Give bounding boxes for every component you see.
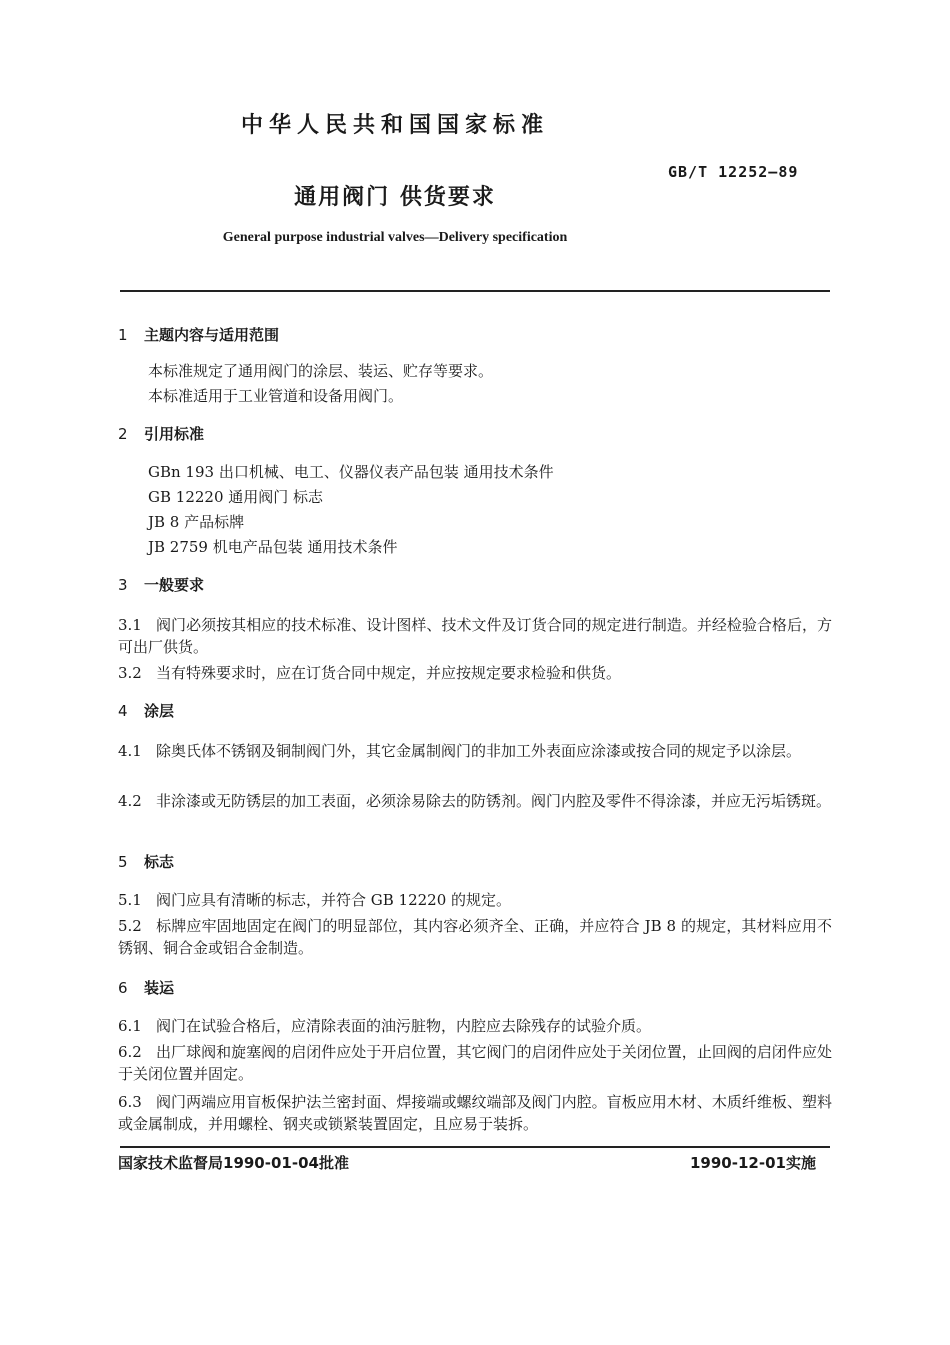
effective-date-line: 1990-12-01实施 <box>690 1154 816 1172</box>
clause-5-1 <box>118 889 832 911</box>
national-standard-header: 中华人民共和国国家标准 <box>240 113 549 138</box>
clause-number: 6.1 <box>118 1017 142 1035</box>
reference-item: GBn 193 出口机械、电工、仪器仪表产品包装 通用技术条件 <box>148 463 554 481</box>
clause-5-2 <box>118 915 832 959</box>
standard-code: GB/T 12252—89 <box>668 163 799 181</box>
clause-number: 6.3 <box>118 1093 142 1111</box>
section-title: 引用标准 <box>144 425 205 443</box>
reference-item: JB 2759 机电产品包装 通用技术条件 <box>148 538 398 556</box>
clause-text: 阀门两端应用盲板保护法兰密封面、焊接端或螺纹端部及阀门内腔。盲板应用木材、木质纤维板、塑料或金属制成，并用螺栓、钢夹或锁紧装置固定，且应易于装拆。 <box>118 1093 832 1133</box>
clause-number: 4.2 <box>118 792 142 810</box>
section-6-heading <box>118 977 174 998</box>
clause-6-3 <box>118 1091 832 1135</box>
clause-text: 阀门必须按其相应的技术标准、设计图样、技术文件及订货合同的规定进行制造。并经检验合格后，方可出厂供货。 <box>118 616 832 656</box>
clause-text: 阀门在试验合格后，应清除表面的油污脏物，内腔应去除残存的试验介质。 <box>156 1017 652 1035</box>
document-title-chinese: 通用阀门 供货要求 <box>294 185 496 210</box>
clause-4-2 <box>118 790 832 812</box>
clause-text: 出厂球阀和旋塞阀的启闭件应处于开启位置，其它阀门的启闭件应处于关闭位置，止回阀的启闭件应处于关闭位置并固定。 <box>118 1043 832 1083</box>
section-number: 4 <box>118 702 128 720</box>
section-title: 标志 <box>144 853 175 871</box>
clause-text: 非涂漆或无防锈层的加工表面，必须涂易除去的防锈剂。阀门内腔及零件不得涂漆，并应无污垢锈斑。 <box>156 792 832 810</box>
section-4-heading <box>118 700 174 721</box>
section-title: 主题内容与适用范围 <box>144 326 280 344</box>
document-title-english: General purpose industrial valves—Delivery specification <box>222 230 568 245</box>
clause-text: 除奥氏体不锈钢及铜制阀门外，其它金属制阀门的非加工外表面应涂漆或按合同的规定予以涂层。 <box>156 742 802 760</box>
clause-3-1 <box>118 614 832 658</box>
section-1-heading <box>118 324 279 345</box>
reference-item: JB 8 产品标牌 <box>148 513 245 531</box>
section-title: 装运 <box>144 979 175 997</box>
section-number: 2 <box>118 425 128 443</box>
clause-6-2 <box>118 1041 832 1085</box>
section-number: 3 <box>118 576 128 594</box>
clause-number: 4.1 <box>118 742 142 760</box>
section-number: 1 <box>118 326 128 344</box>
section-2-heading <box>118 423 204 444</box>
clause-number: 5.2 <box>118 917 142 935</box>
clause-number: 3.1 <box>118 616 142 634</box>
clause-text: 标牌应牢固地固定在阀门的明显部位，其内容必须齐全、正确，并应符合 JB 8 的规定，其材料应用不锈钢、铜合金或铝合金制造。 <box>118 917 832 957</box>
clause-4-1 <box>118 740 832 762</box>
clause-number: 3.2 <box>118 664 142 682</box>
section-number: 6 <box>118 979 128 997</box>
section-title: 一般要求 <box>144 576 205 594</box>
footer-divider <box>120 1146 830 1148</box>
section-1-paragraph-2: 本标准适用于工业管道和设备用阀门。 <box>148 387 404 405</box>
section-5-heading <box>118 851 174 872</box>
clause-6-1 <box>118 1015 832 1037</box>
section-3-heading <box>118 574 204 595</box>
section-1-paragraph-1: 本标准规定了通用阀门的涂层、装运、贮存等要求。 <box>148 362 494 380</box>
clause-text: 阀门应具有清晰的标志，并符合 GB 12220 的规定。 <box>156 891 512 909</box>
reference-item: GB 12220 通用阀门 标志 <box>148 488 324 506</box>
section-number: 5 <box>118 853 128 871</box>
clause-number: 5.1 <box>118 891 142 909</box>
clause-3-2 <box>118 662 832 684</box>
clause-number: 6.2 <box>118 1043 142 1061</box>
header-divider <box>120 290 830 292</box>
clause-text: 当有特殊要求时，应在订货合同中规定，并应按规定要求检验和供货。 <box>156 664 622 682</box>
section-title: 涂层 <box>144 702 175 720</box>
approval-line: 国家技术监督局1990-01-04批准 <box>118 1154 349 1172</box>
